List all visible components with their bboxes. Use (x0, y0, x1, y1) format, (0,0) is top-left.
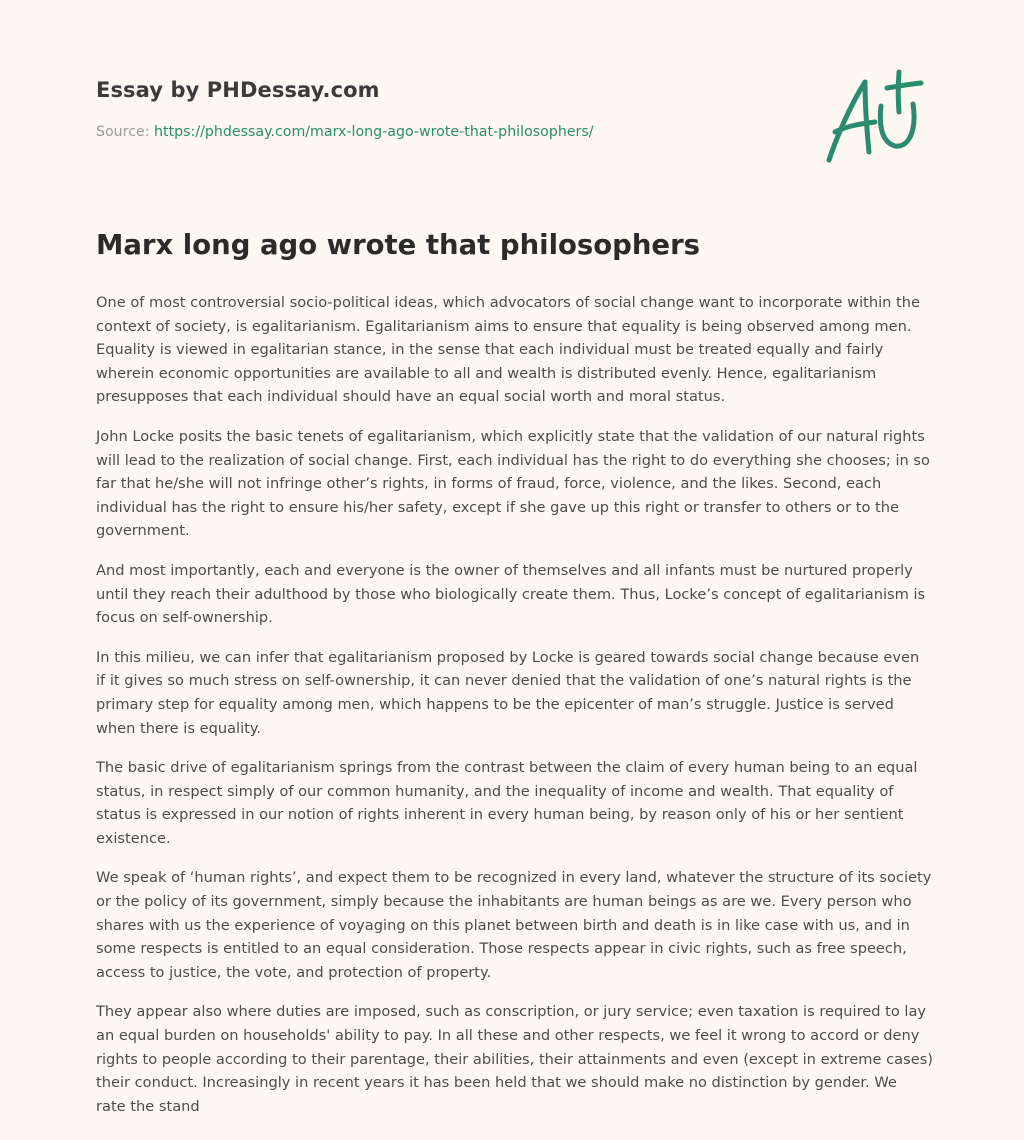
essay-content (96, 226, 936, 1134)
a-plus-logo-icon (821, 66, 931, 166)
site-title: Essay by PHDessay.com (96, 78, 380, 102)
essay-paragraph-1: One of most controversial socio-political ideas, which advocators of social change want to incorporate within the context of society, is egalitarianism. Egalitarianism aims to ensure that equality is being observed among men. Equality is viewed in egalitarian stance, in the sense that each individual must be treated equally and fairly wherein economic opportunities are available to all and wealth is distributed evenly. Hence, egalitarianism presupposes that each individual should have an equal social worth and moral status. (96, 294, 920, 406)
essay-paragraph-7: They appear also where duties are imposed, such as conscription, or jury service; even taxation is required to lay an equal burden on households' ability to pay. In all these and other respects, we feel it wrong to accord or deny rights to people according to their parentage, their abilities, their attainments and even (except in extreme cases) their conduct. Increasingly in recent years it has been held that we should make no distinction by gender. We rate the stand (96, 1003, 933, 1115)
essay-paragraph-2: John Locke posits the basic tenets of egalitarianism, which explicitly state that the validation of our natural rights will lead to the realization of social change. First, each individual has the right to do everything she chooses; in so far that he/she will not infringe other’s rights, in forms of fraud, force, violence, and the likes. Second, each individual has the right to ensure his/her safety, except if she gave up this right or transfer to others or to the government. (96, 427, 930, 540)
page-header (96, 0, 928, 200)
essay-paragraph-4: In this milieu, we can infer that egalitarianism proposed by Locke is geared towards social change because even if it gives so much stress on self-ownership, it can never denied that the validation of one’s natural rights is the primary step for equality among men, which happens to be the epicenter of man’s struggle. Justice is served when there is equality. (96, 648, 920, 737)
source-link[interactable]: https://phdessay.com/marx-long-ago-wrote-that-philosophers/ (154, 124, 594, 140)
essay-paragraph-6: We speak of ‘human rights’, and expect them to be recognized in every land, whatever the structure of its society or the policy of its government, simply because the inhabitants are human beings as are we. Every person who shares with us the experience of voyaging on this planet between birth and death is in like case with us, and in some respects is entitled to an equal consideration. Those respects appear in civic rights, such as free speech, access to justice, the vote, and protection of property. (96, 869, 932, 981)
source-line (96, 124, 594, 140)
essay-paragraph-5: The basic drive of egalitarianism springs from the contrast between the claim of every human being to an equal status, in respect simply of our common humanity, and the inequality of income and wealth. That equality of status is expressed in our notion of rights inherent in every human being, by reason only of his or her sentient existence. (96, 759, 918, 847)
source-label: Source: (96, 124, 155, 140)
essay-paragraph-3: And most importantly, each and everyone is the owner of themselves and all infants must be nurtured properly until they reach their adulthood by those who biologically create them. Thus, Locke’s concept of egalitarianism is focus on self-ownership. (96, 561, 926, 627)
essay-title: Marx long ago wrote that philosophers (96, 229, 701, 261)
